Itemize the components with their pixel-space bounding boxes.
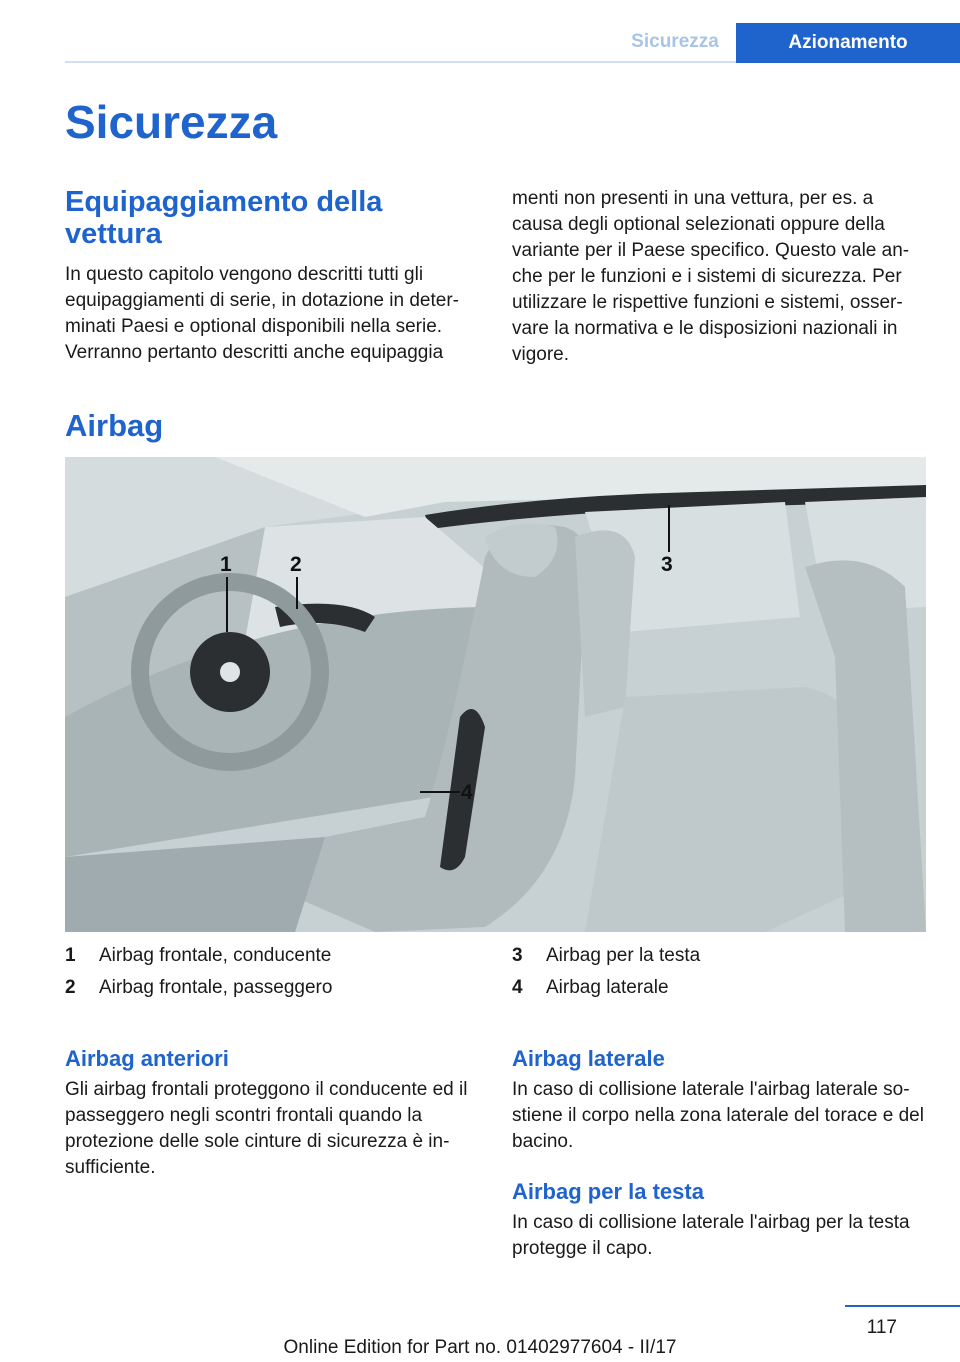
callout-2: 2 bbox=[290, 553, 302, 576]
legend-text: Airbag frontale, conducente bbox=[99, 945, 332, 966]
page-number: 117 bbox=[866, 1317, 897, 1338]
airbag-laterale-heading: Airbag laterale bbox=[512, 1046, 665, 1071]
section-title: Equipaggiamento della vettura bbox=[65, 186, 383, 250]
section-paragraph-left: In questo capitolo vengono descritti tutti gli equipaggiamenti di serie, in dotazione in determinati Paesi e optional disponibili nella serie. Verranno pertanto descritti anche equipaggia bbox=[65, 264, 459, 363]
legend-text: Airbag per la testa bbox=[546, 945, 701, 966]
edition-line: Online Edition for Part no. 01402977604 - II/17 bbox=[283, 1337, 677, 1358]
legend-text: Airbag frontale, passeggero bbox=[99, 977, 333, 998]
airbag-illustration bbox=[65, 457, 926, 932]
legend-number: 1 bbox=[65, 945, 76, 966]
legend-number: 4 bbox=[512, 977, 523, 998]
header-tab-sicurezza[interactable]: Sicurezza bbox=[631, 31, 719, 52]
airbag-anteriori-text: Gli airbag frontali proteggono il conducente ed il passeggero negli scontri frontali quando la protezione delle sole cinture di sicurezza è insufficiente. bbox=[65, 1079, 468, 1178]
legend-number: 2 bbox=[65, 977, 76, 998]
legend-number: 3 bbox=[512, 945, 523, 966]
callout-4: 4 bbox=[461, 781, 473, 804]
airbag-heading: Airbag bbox=[65, 408, 164, 443]
header-tab-azionamento[interactable]: Azionamento bbox=[736, 23, 960, 63]
callout-3: 3 bbox=[661, 553, 673, 576]
legend-text: Airbag laterale bbox=[546, 977, 669, 998]
footer-rule bbox=[845, 1305, 960, 1307]
airbag-testa-heading: Airbag per la testa bbox=[512, 1179, 704, 1204]
page-title: Sicurezza bbox=[65, 96, 278, 148]
callout-1: 1 bbox=[220, 553, 232, 576]
airbag-laterale-text: In caso di collisione laterale l'airbag laterale sostiene il corpo nella zona laterale del torace e del bacino. bbox=[512, 1079, 924, 1152]
airbag-anteriori-heading: Airbag anteriori bbox=[65, 1046, 229, 1071]
airbag-testa-text: In caso di collisione laterale l'airbag per la testa protegge il capo. bbox=[512, 1212, 910, 1259]
section-paragraph-right: menti non presenti in una vettura, per es. a causa degli optional selezionati oppure della variante per il Paese specifico. Questo vale anche per le funzioni e i sistemi di sicurezza. Per utilizzare le rispettive funzioni e sistemi, osservare la normativa e le disposizioni nazionali in vigore. bbox=[512, 188, 910, 365]
